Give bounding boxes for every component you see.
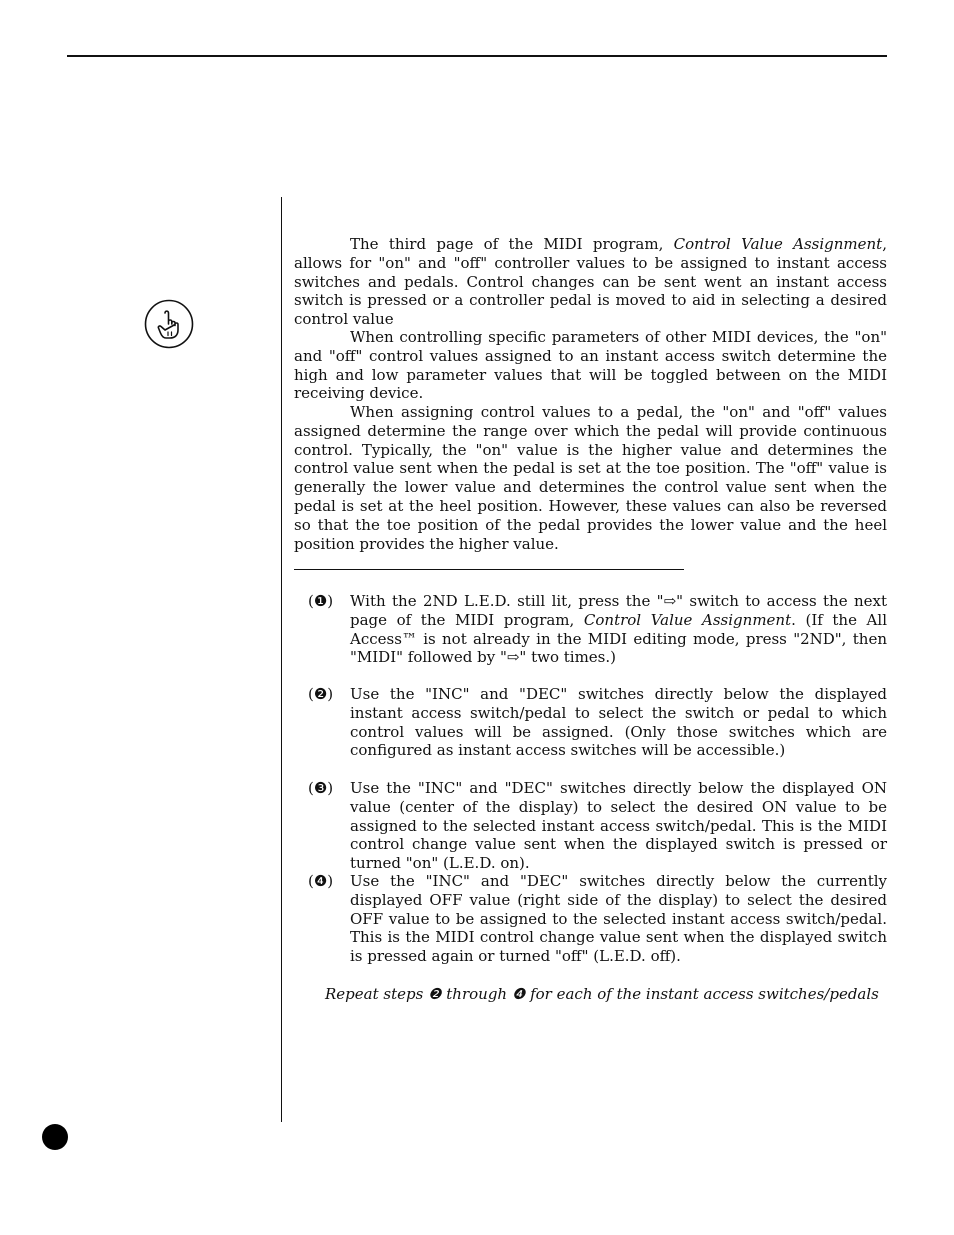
step-text: [350, 592, 887, 667]
paragraph-midi-devices: [294, 328, 887, 403]
step-number: (❸): [308, 779, 334, 797]
paragraph-intro: [294, 235, 887, 329]
paragraph-text: When controlling specific parameters of other MIDI devices, the "on" and "off" control values assigned to an instant access switch determine the high and low parameter values that will be toggled between on the MIDI receiving device.: [294, 328, 887, 403]
paragraph-text: The third page of the MIDI program,: [350, 235, 674, 253]
step-number: (❹): [308, 872, 334, 890]
step-number: (❷): [308, 685, 334, 703]
paragraph-text: , allows for "on" and "off" controller values to be assigned to instant access switches and pedals. Control changes can be sent went an instant access switch is pressed or a controller pedal is moved to aid in selecting a desired control value: [294, 235, 887, 329]
page-marker-dot: [42, 1124, 68, 1150]
step-text-part: . (If the All Access™ is not already in the MIDI editing mode, press "2ND", then "MIDI" followed by "⇨" two times.): [350, 610, 887, 667]
top-rule: [67, 55, 887, 57]
paragraph-text: When assigning control values to a pedal, the "on" and "off" values assigned determine the range over which the pedal will provide continuous control. Typically, the "on" value is the higher value and determines the control value sent when the pedal is set at the toe position. The "off" value is generally the lower value and determines the control value sent when the pedal is set at the heel position. However, these values can also be reversed so that the toe position of the pedal provides the lower value and the heel position provides the higher value.: [294, 403, 887, 553]
step-text: Use the "INC" and "DEC" switches directly below the currently displayed OFF value (right side of the display) to select the desired OFF value to be assigned to the selected instant access switch/pedal. This is the MIDI control change value sent when the displayed switch is pressed again or turned "off" (L.E.D. off).: [350, 872, 887, 966]
step-text: Use the "INC" and "DEC" switches directly below the displayed ON value (center of the display) to select the desired ON value to be assigned to the selected instant access switch/pedal. This is the MIDI control change value sent when the displayed switch is pressed or turned "on" (L.E.D. on).: [350, 779, 887, 873]
step-text-part: With the 2ND L.E.D. still lit, press the "⇨" switch to access the next page of the MIDI program,: [350, 592, 887, 629]
program-page-title: Control Value Assignment: [673, 235, 883, 253]
section-rule: [294, 569, 684, 570]
repeat-note: Repeat steps ❷ through ❹ for each of the instant access switches/pedals: [325, 985, 879, 1003]
step-number: (❶): [308, 592, 334, 610]
margin-divider: [281, 197, 282, 1122]
step-text: Use the "INC" and "DEC" switches directly below the displayed instant access switch/pedal to select the switch or pedal to which control values will be assigned. (Only those switches which are configured as instant access switches will be accessible.): [350, 685, 887, 760]
pointing-hand-icon: [144, 299, 194, 349]
program-page-title: Control Value Assignment: [583, 610, 792, 629]
paragraph-pedal: [294, 403, 887, 553]
